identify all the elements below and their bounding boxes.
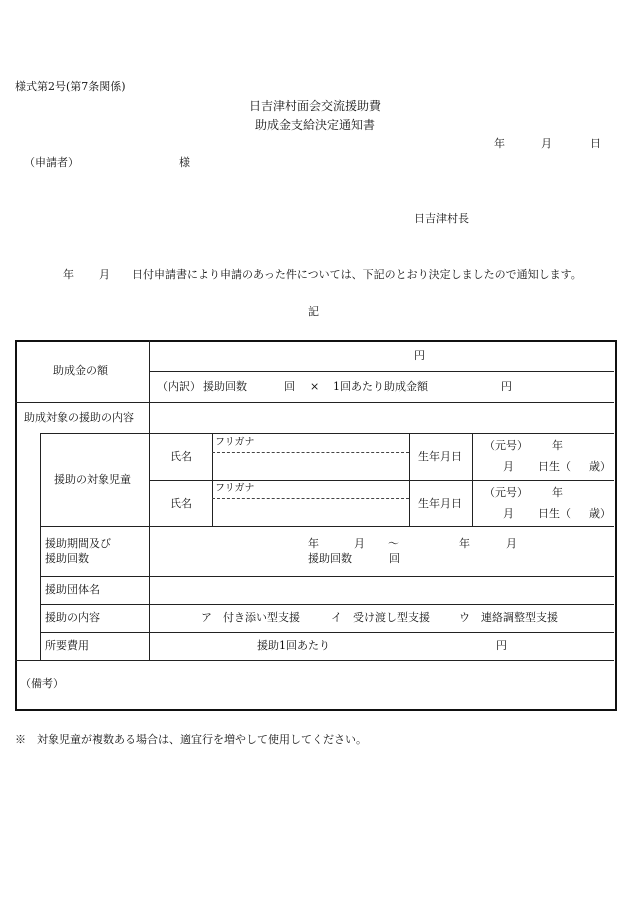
notice-year: 年 bbox=[63, 268, 74, 281]
breakdown-label: （内訳） bbox=[157, 380, 201, 393]
type-u: ウ 連絡調整型支援 bbox=[459, 611, 558, 624]
child1-era: （元号） bbox=[484, 439, 528, 452]
child1-day: 日生（ bbox=[538, 460, 571, 473]
period-tilde: ～ bbox=[388, 537, 399, 550]
date-month: 月 bbox=[541, 137, 552, 150]
grant-yen: 円 bbox=[414, 349, 425, 362]
date-day: 日 bbox=[590, 137, 601, 150]
cost-per: 援助1回あたり bbox=[257, 639, 330, 652]
child2-birth-label: 生年月日 bbox=[418, 497, 462, 510]
period-label2: 援助回数 bbox=[45, 552, 89, 565]
child2-age: 歳） bbox=[589, 507, 611, 520]
child1-birth-label: 生年月日 bbox=[418, 450, 462, 463]
period-year2: 年 bbox=[459, 537, 470, 550]
notice-text: 日付申請書により申請のあった件については、下記のとおり決定しましたので通知します。 bbox=[132, 268, 582, 281]
title-line1: 日吉津村面会交流援助費 bbox=[248, 99, 382, 113]
child2-year: 年 bbox=[552, 486, 563, 499]
child2-month: 月 bbox=[503, 507, 514, 520]
period-year1: 年 bbox=[308, 537, 319, 550]
ki-label: 記 bbox=[308, 305, 319, 318]
period-month1: 月 bbox=[354, 537, 365, 550]
child2-day: 日生（ bbox=[538, 507, 571, 520]
breakdown-count-label: 援助回数 bbox=[203, 380, 247, 393]
child1-name-label: 氏名 bbox=[170, 450, 192, 463]
date-year: 年 bbox=[494, 137, 505, 150]
child1-age: 歳） bbox=[589, 460, 611, 473]
honorific: 様 bbox=[179, 156, 190, 169]
breakdown-kai: 回 bbox=[284, 380, 295, 393]
applicant-label: （申請者） bbox=[24, 156, 79, 169]
type-i: イ 受け渡し型支援 bbox=[331, 611, 430, 624]
period-month2: 月 bbox=[506, 537, 517, 550]
child-label: 援助の対象児童 bbox=[54, 473, 131, 486]
footnote: ※ 対象児童が複数ある場合は、適宜行を増やして使用してください。 bbox=[15, 733, 367, 746]
child1-furigana: フリガナ bbox=[215, 437, 255, 448]
period-kai: 回 bbox=[389, 552, 400, 565]
content-label: 助成対象の援助の内容 bbox=[24, 411, 134, 424]
type-label: 援助の内容 bbox=[45, 611, 100, 624]
issuer: 日吉津村長 bbox=[414, 212, 469, 225]
type-a: ア 付き添い型支援 bbox=[201, 611, 300, 624]
grant-amount-label: 助成金の額 bbox=[53, 364, 108, 377]
title-line2: 助成金支給決定通知書 bbox=[254, 118, 376, 132]
cost-yen: 円 bbox=[496, 639, 507, 652]
breakdown-yen: 円 bbox=[501, 380, 512, 393]
cost-label: 所要費用 bbox=[45, 639, 89, 652]
remarks-label: （備考） bbox=[20, 677, 64, 690]
breakdown-times: × bbox=[310, 380, 320, 393]
child1-month: 月 bbox=[503, 460, 514, 473]
child1-year: 年 bbox=[552, 439, 563, 452]
child2-furigana: フリガナ bbox=[215, 483, 255, 494]
form-number: 様式第2号(第7条関係) bbox=[15, 80, 126, 93]
period-label1: 援助期間及び bbox=[45, 537, 111, 550]
notice-month: 月 bbox=[99, 268, 110, 281]
period-count-label: 援助回数 bbox=[308, 552, 352, 565]
breakdown-per-label: 1回あたり助成金額 bbox=[333, 380, 428, 393]
child2-era: （元号） bbox=[484, 486, 528, 499]
org-label: 援助団体名 bbox=[45, 583, 100, 596]
child2-name-label: 氏名 bbox=[170, 497, 192, 510]
